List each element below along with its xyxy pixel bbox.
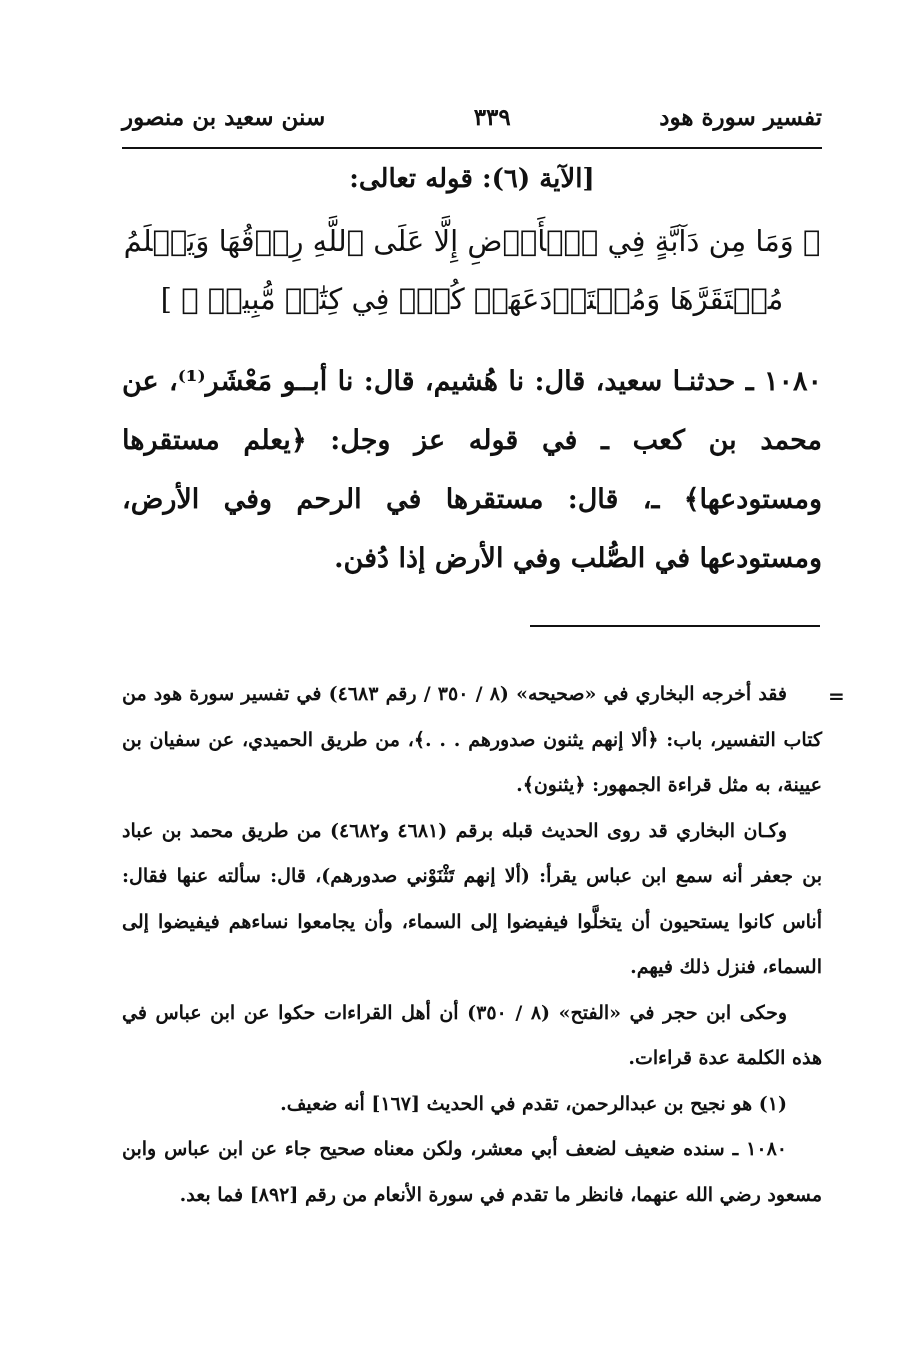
hadith-text: ١٠٨٠ ـ حدثنـا سعيد، قال: نا هُشيم، قال: نا أبــو مَعْشَر⁽¹⁾، عن محمد بن كعب ـ في قوله عز وجل: ﴿يعلم مستقرها ومستودعها﴾ ـ، قال: مستقرها في الرحم وفي الأرض، ومستودعها في الصُّلب وفي الأرض إذا دُفن.: [122, 366, 822, 574]
book-title: سنن سعيد بن منصور: [122, 103, 326, 131]
footnote-paragraph: وكـان البخاري قد روى الحديث قبله برقم (٤٦٨١ و٤٦٨٢) من طريق محمد بن عباد بن جعفر أنه سمع ابن عباس يقرأ: (ألا إنهم تَثْنَوْني صدورهم)، قال: سألته عنها فقال: أناس كانوا يستحيون أن يتخلَّوا فيفيضوا إلى السماء، وأن يجامعوا نساءهم فيفيضوا إلى السماء، فنزل ذلك فيهم.: [122, 819, 822, 978]
quran-verse: ﴿ وَمَا مِن دَآبَّةٍ فِي ٱلۡأَرۡضِ إِلَّا عَلَى ٱللَّهِ رِزۡقُهَا وَيَعۡلَمُ مُسۡتَقَرَّهَا وَمُسۡتَوۡدَعَهَاۚ كُلّٞ فِي كِتَٰبٖ مُّبِينٖ ﴾ ]: [123, 224, 821, 316]
footnote-divider: [530, 625, 820, 627]
header-divider: [122, 147, 822, 149]
continuation-mark: =: [828, 684, 845, 708]
footnote-paragraph: فقد أخرجه البخاري في «صحيحه» (٨ / ٣٥٠ / رقم ٤٦٨٣) في تفسير سورة هود من كتاب التفسير، باب: ﴿ألا إنهم يثنون صدورهم . . .﴾، من طريق الحميدي، عن سفيان بن عيينة، به مثل قراءة الجمهور: ﴿يثنون﴾.: [122, 683, 822, 796]
chapter-title: تفسير سورة هود: [659, 103, 822, 131]
footnote-paragraph: وحكى ابن حجر في «الفتح» (٨ / ٣٥٠) أن أهل القراءات حكوا عن ابن عباس في هذه الكلمة عدة قراءات.: [122, 1001, 822, 1069]
footnote-paragraph: ١٠٨٠ ـ سنده ضعيف لضعف أبي معشر، ولكن معناه صحيح جاء عن ابن عباس وابن مسعود رضي الله عنهما، فانظر ما تقدم في سورة الأنعام من رقم [٨٩٢] فما بعد.: [122, 1138, 822, 1206]
running-header: [122, 92, 822, 142]
verse-heading: [الآية (٦): قوله تعالى:: [349, 164, 595, 194]
footnotes: [122, 672, 822, 1218]
footnote-paragraph: (١) هو نجيح بن عبدالرحمن، تقدم في الحديث [١٦٧] أنه ضعيف.: [280, 1092, 787, 1115]
page-number: ٣٣٩: [473, 103, 511, 131]
